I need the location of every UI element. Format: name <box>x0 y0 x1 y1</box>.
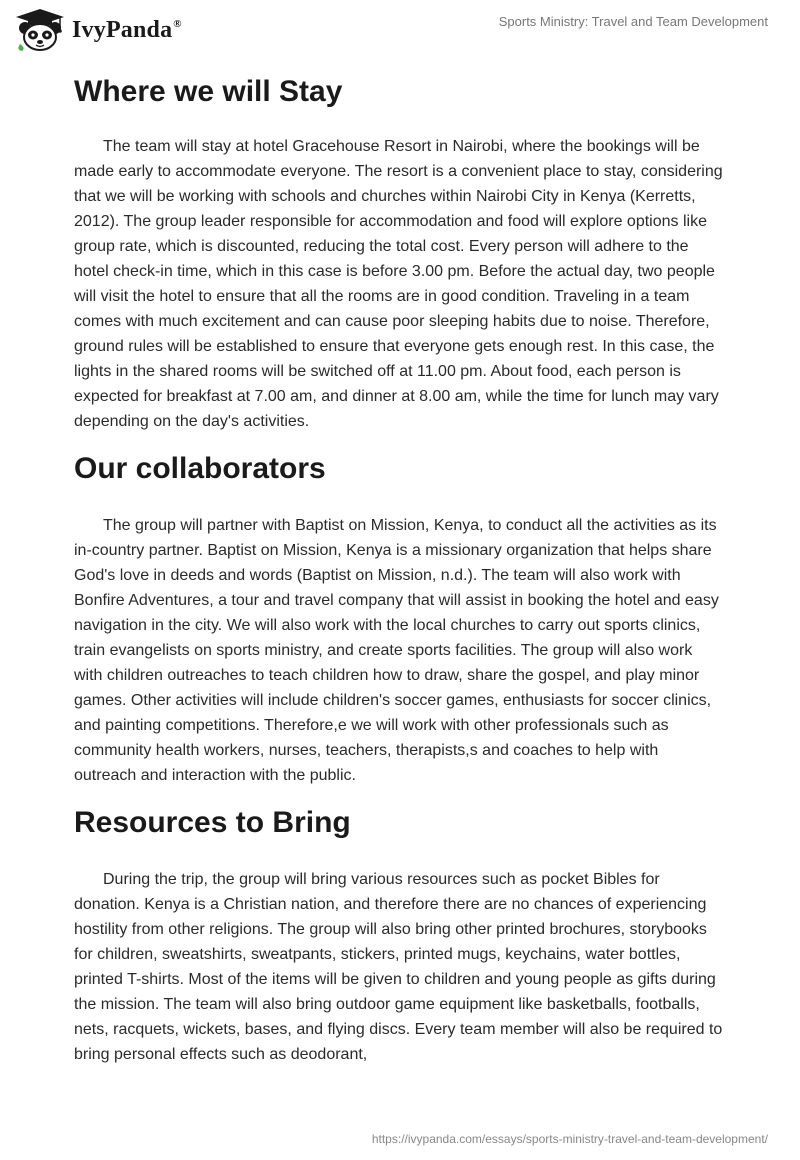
article-body <box>74 70 724 1067</box>
section-paragraph-our-collaborators: The group will partner with Baptist on Mission, Kenya, to conduct all the activities as its in-country partner. Baptist on Mission, Kenya is a missionary organization that helps share God's love in deeds and words (Baptist on Mission, n.d.). The team will also work with Bonfire Adventures, a tour and travel company that will assist in booking the hotel and easy navigation in the city. We will also work with the local churches to carry out sports clinics, train evangelists on sports ministry, and create sports facilities. The group will also work with children outreaches to teach children how to draw, share the gospel, and play minor games. Other activities will include children's soccer games, enthusiasts for soccer clinics, and painting competitions. Therefore,e we will work with other professionals such as community health workers, nurses, teachers, therapists,s and coaches to help with outreach and interaction with the public. <box>74 517 719 784</box>
document-title: Sports Ministry: Travel and Team Development <box>498 14 768 29</box>
ivypanda-logo[interactable] <box>14 8 182 52</box>
panda-icon <box>14 8 66 52</box>
section-paragraph-where-we-will-stay: The team will stay at hotel Gracehouse Resort in Nairobi, where the bookings will be made early to accommodate everyone. The resort is a convenient place to stay, considering that we will be working with schools and churches within Nairobi City in Kenya (Kerretts, 2012). The group leader responsible for accommodation and food will explore options like group rate, which is discounted, reducing the total cost. Every person will adhere to the hotel check-in time, which in this case is before 3.00 pm. Before the actual day, two people will visit the hotel to ensure that all the rooms are in good condition. Traveling in a team comes with much excitement and can cause poor sleeping habits due to noise. Therefore, ground rules will be established to ensure that everyone gets enough rest. In this case, the lights in the shared rooms will be switched off at 11.00 pm. About food, each person is expected for breakfast at 7.00 am, and dinner at 8.00 am, while the time for lunch may vary depending on the day's activities. <box>74 138 723 430</box>
section-heading-our-collaborators: Our collaborators <box>74 452 326 485</box>
page-header <box>0 0 800 60</box>
section-heading-resources-to-bring: Resources to Bring <box>74 806 351 839</box>
source-url-link[interactable]: https://ivypanda.com/essays/sports-ministry-travel-and-team-development/ <box>371 1132 768 1146</box>
logo-text: IvyPanda® <box>72 16 182 43</box>
registered-mark: ® <box>173 17 182 30</box>
section-heading-where-we-will-stay: Where we will Stay <box>74 75 343 108</box>
section-paragraph-resources-to-bring: During the trip, the group will bring various resources such as pocket Bibles for donation. Kenya is a Christian nation, and therefore there are no chances of experiencing hostility from other religions. The group will also bring other printed brochures, storybooks for children, sweatshirts, sweatpants, stickers, printed mugs, keychains, water bottles, printed T-shirts. Most of the items will be given to children and young people as gifts during the mission. The team will also bring outdoor game equipment like basketballs, footballs, nets, racquets, wickets, bases, and flying discs. Every team member will also be required to bring personal effects such as deodorant, <box>74 871 723 1063</box>
